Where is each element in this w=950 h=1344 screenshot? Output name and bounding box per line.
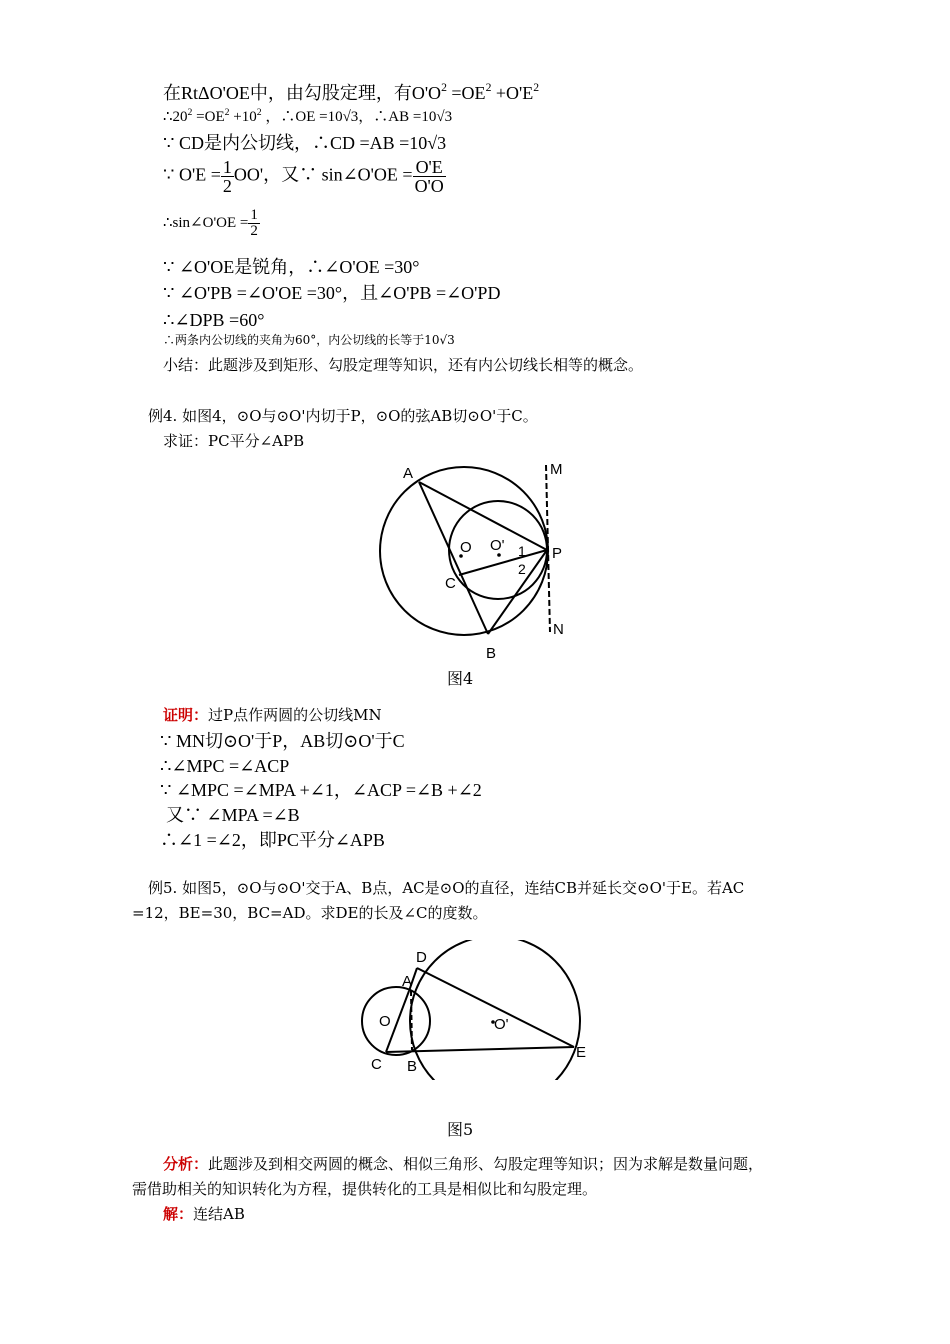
summary-text: 小结：此题涉及到矩形、勾股定理等知识，还有内公切线长相等的概念。 xyxy=(163,356,644,374)
label-O: O xyxy=(379,1013,391,1030)
ex5-line-1: 例5. 如图5，⊙O与⊙O'交于A、B点，AC是⊙O的直径，连结CB并延长交⊙O'于E。若AC xyxy=(148,879,745,897)
label-O-prime: O' xyxy=(494,1016,509,1033)
proof3-line-9: ∴两条内公切线的夹角为60°，内公切线的长等于10√3 xyxy=(163,333,455,347)
proof3-line-2: $\therefore 20^2 =OE^2 +10^2$ ，∴OE =10√3，∴AB =10√3 xyxy=(163,107,453,125)
proof3-line-3: ∵ CD是内公切线，∴CD =AB =10√3 xyxy=(163,133,447,153)
ex5-solve: 解：连结AB xyxy=(163,1205,245,1223)
ex4-proof-4: 又∵ ∠MPA =∠B xyxy=(166,805,300,825)
proof3-line-5: ∴sin∠O'OE = $\frac{1}{2}$ xyxy=(163,207,258,239)
proof3-line-8: ∴∠DPB =60° xyxy=(163,310,265,330)
segment-AP xyxy=(419,482,547,550)
label-C: C xyxy=(445,575,456,592)
label-C: C xyxy=(371,1056,382,1073)
ex4-proof-5: ∴∠1 =∠2，即PC平分∠APB xyxy=(160,830,385,850)
label-D: D xyxy=(416,949,427,966)
label-A: A xyxy=(402,973,413,990)
circle-O xyxy=(362,987,430,1055)
proof3-line-7: ∵ ∠O'PB =∠O'OE =30°，且∠O'PB =∠O'PD xyxy=(163,283,501,303)
caption-fig4: 图4 xyxy=(447,669,474,688)
fraction-half-2: $\frac{1}{2}$ xyxy=(250,207,258,239)
segment-DE xyxy=(417,968,574,1047)
fraction-sin: $\frac{O'E}{O'O}$ xyxy=(414,157,444,196)
label-M: M xyxy=(550,461,563,478)
circle-O-prime xyxy=(410,940,580,1080)
ex4-proof-intro: 证明：过P点作两圆的公切线MN xyxy=(163,706,382,724)
ex5-analysis-1: 分析：此题涉及到相交两圆的概念、相似三角形、勾股定理等知识；因为求解是数量问题， xyxy=(163,1155,764,1173)
ex4-proof-1: ∵ MN切⊙O'于P，AB切⊙O'于C xyxy=(160,731,405,751)
label-O-prime: O' xyxy=(490,537,505,554)
label-B: B xyxy=(486,645,497,662)
chord-AB xyxy=(411,991,412,1050)
label-O: O xyxy=(460,539,472,556)
label-P: P xyxy=(552,545,563,562)
ex4-goal: 求证：PC平分∠APB xyxy=(163,432,305,450)
ex5-analysis-2: 需借助相关的知识转化为方程，提供转化的工具是相似比和勾股定理。 xyxy=(132,1180,598,1198)
label-E: E xyxy=(576,1044,587,1061)
figure-4 xyxy=(360,455,600,665)
ex4-proof-2: ∴∠MPC =∠ACP xyxy=(160,756,290,776)
label-A: A xyxy=(403,465,414,482)
ex4-title: 例4. 如图4，⊙O与⊙O'内切于P，⊙O的弦AB切⊙O'于C。 xyxy=(148,407,538,425)
proof3-line-6: ∵ ∠O'OE是锐角，∴∠O'OE =30° xyxy=(163,257,420,277)
figure-5 xyxy=(355,940,595,1080)
caption-fig5: 图5 xyxy=(447,1120,474,1139)
label-angle-2: 2 xyxy=(518,561,526,577)
label-N: N xyxy=(553,621,564,638)
proof3-line-1: 在RtΔO'OE中，由勾股定理，有$O'O^2 =OE^2 +O'E^2$ xyxy=(163,81,540,103)
label-B: B xyxy=(407,1058,418,1075)
ex4-proof-3: ∵ ∠MPC =∠MPA +∠1，∠ACP =∠B +∠2 xyxy=(160,780,482,800)
proof3-line-4: ∵ O'E = $\frac{1}{2}$ OO'，又∵ sin∠O'OE = $\frac{O'E}{O'O}$ xyxy=(163,157,444,196)
fraction-half: $\frac{1}{2}$ xyxy=(222,157,232,196)
label-angle-1: 1 xyxy=(518,543,526,559)
ex5-line-2: =12，BE=30，BC=AD。求DE的长及∠C的度数。 xyxy=(132,904,488,922)
